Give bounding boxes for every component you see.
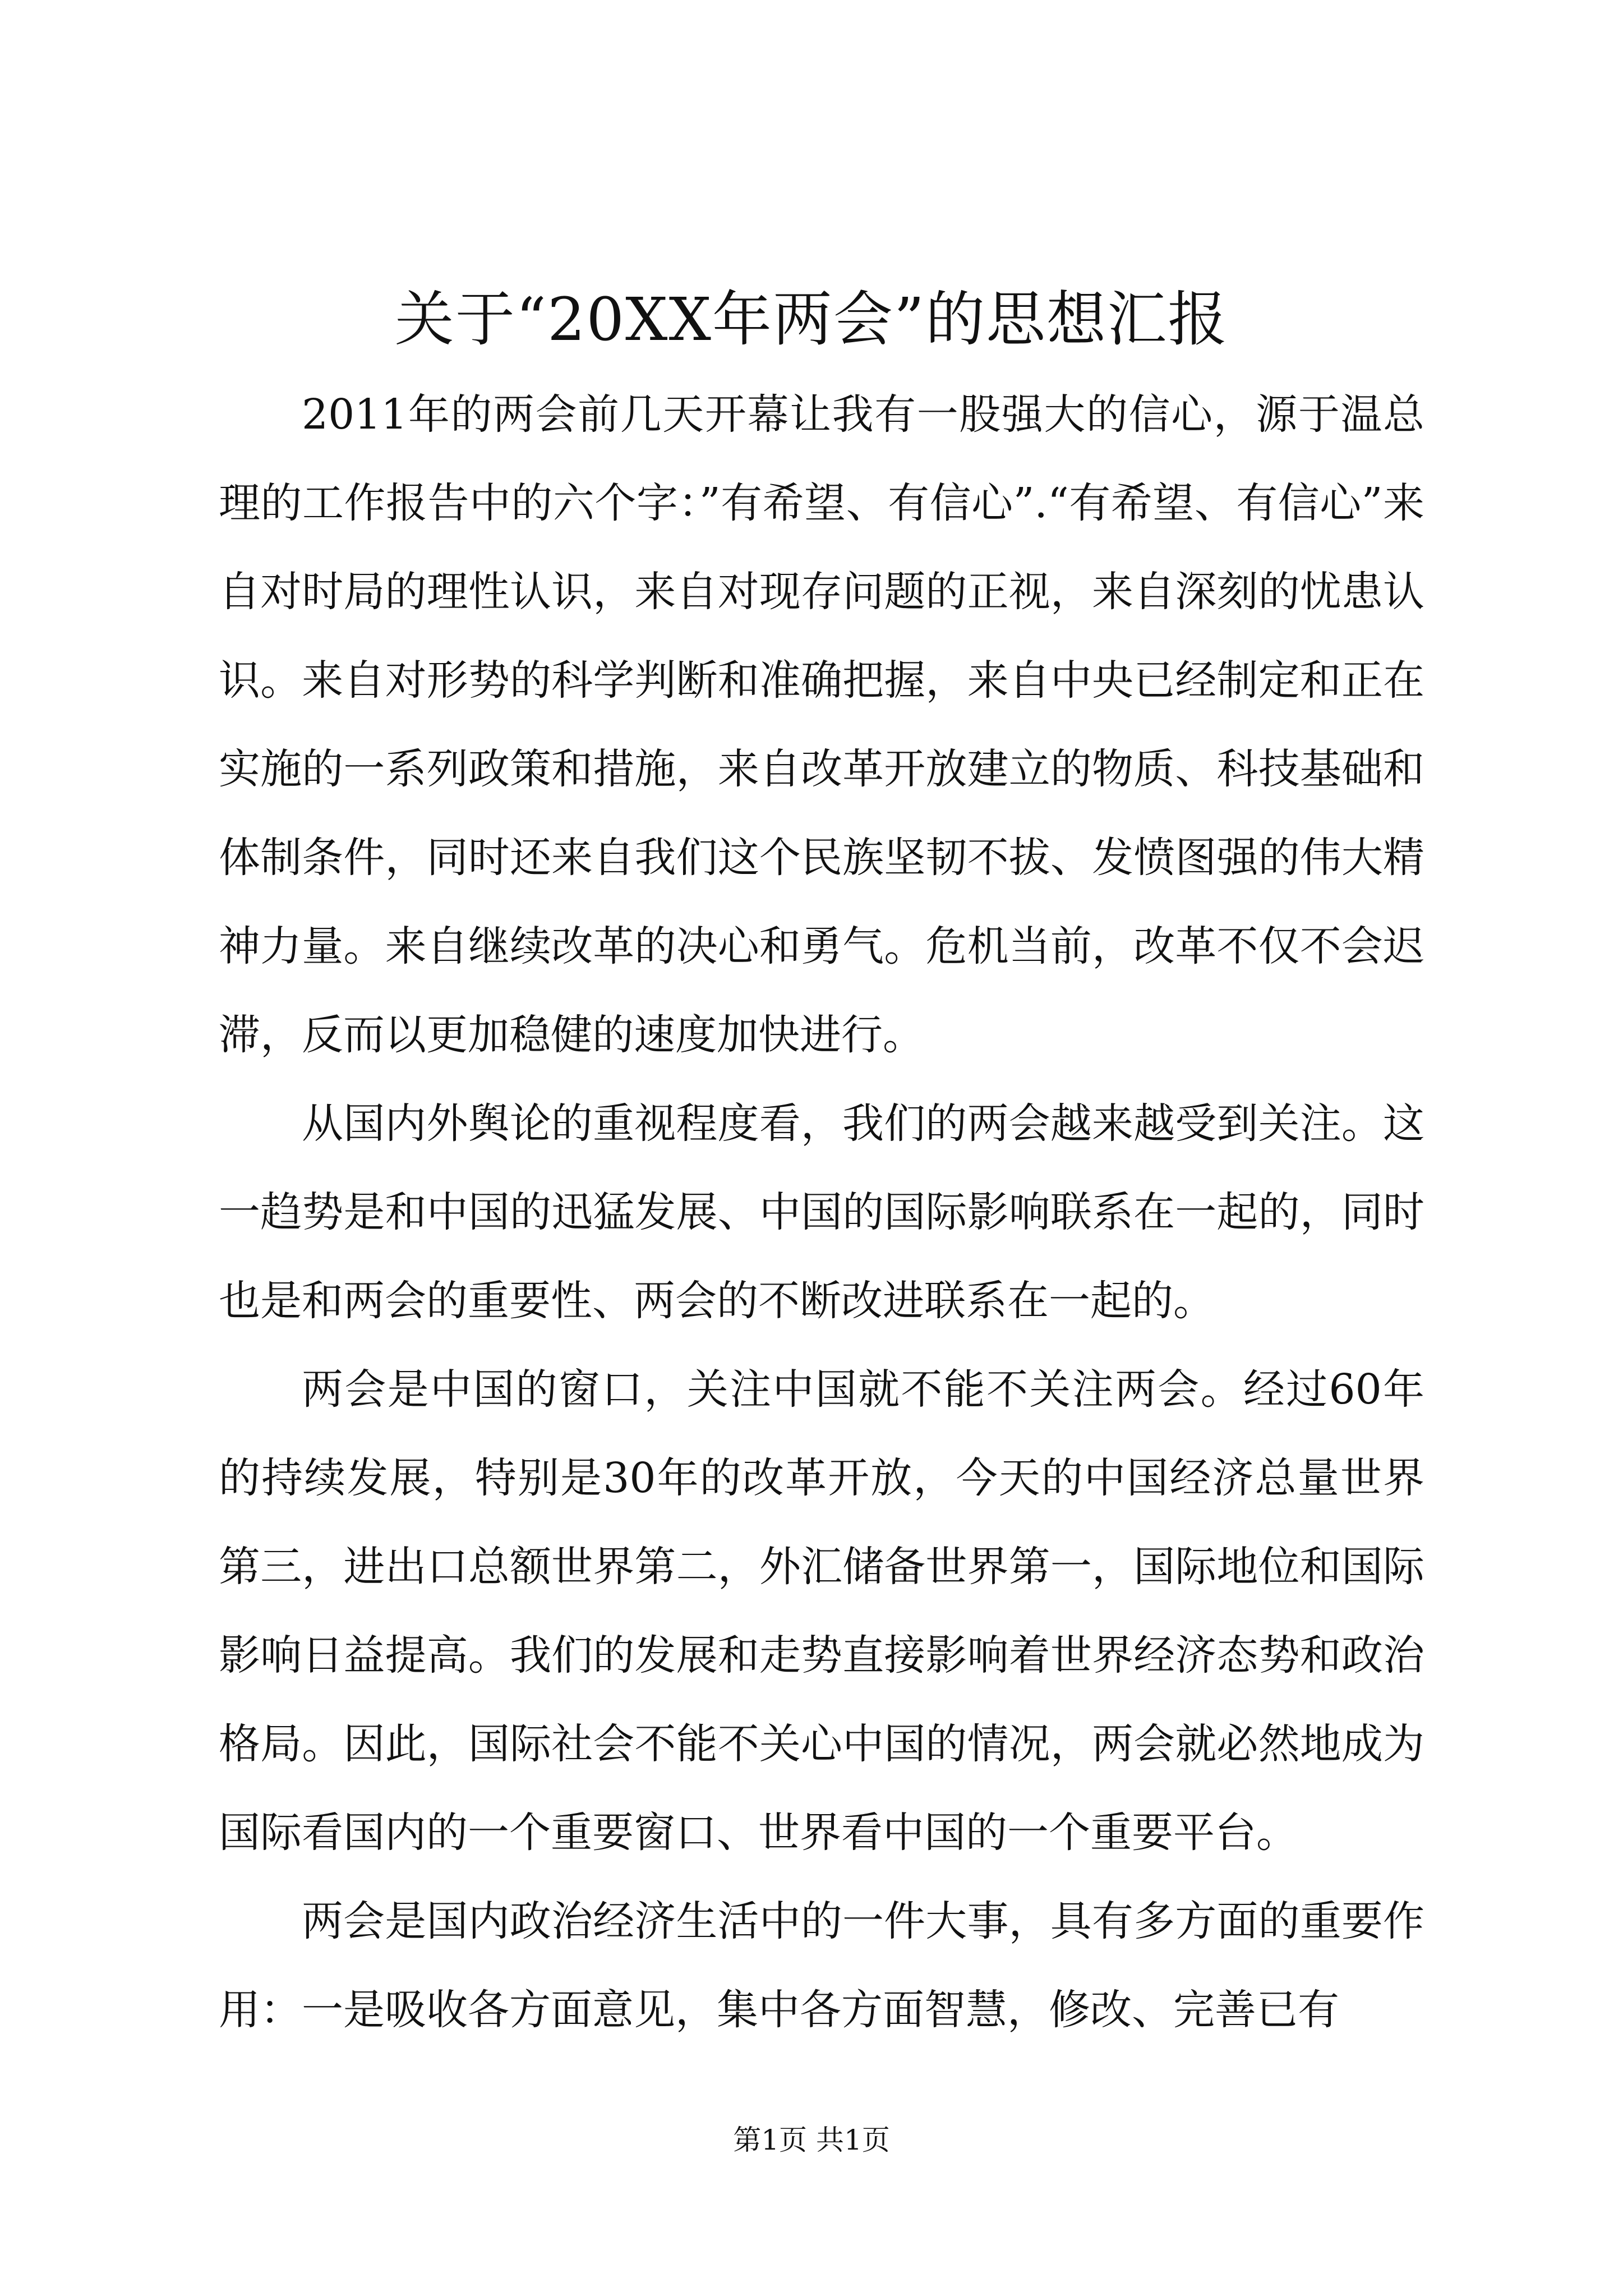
paragraph-1: 2011年的两会前几天开幕让我有一股强大的信心，源于温总理的工作报告中的六个字：”有希望、有信心”.“有希望、有信心”来自对时局的理性认识，来自对现存问题的正视，来自深刻的忧患认识。来自对形势的科学判断和准确把握，来自中央已经制定和正在实施的一系列政策和措施，来自改革开放建立的物质、科技基础和体制条件，同时还来自我们这个民族坚韧不拔、发愤图强的伟大精神力量。来自继续改革的决心和勇气。危机当前，改革不仅不会迟滞，反而以更加稳健的速度加快进行。: [219, 390, 1424, 1059]
document-title: 关于“20XX年两会”的思想汇报: [394, 285, 1229, 354]
paragraph-2: 从国内外舆论的重视程度看，我们的两会越来越受到关注。这一趋势是和中国的迅猛发展、中国的国际影响联系在一起的，同时也是和两会的重要性、两会的不断改进联系在一起的。: [219, 1099, 1424, 1325]
page-number-footer: 第1页 共1页: [733, 2124, 890, 2156]
document-body: [219, 370, 1424, 2054]
paragraph-3: 两会是中国的窗口，关注中国就不能不关注两会。经过60年的持续发展，特别是30年的改革开放，今天的中国经济总量世界第三，进出口总额世界第二，外汇储备世界第一，国际地位和国际影响日益提高。我们的发展和走势直接影响着世界经济态势和政治格局。因此，国际社会不能不关心中国的情况，两会就必然地成为国际看国内的一个重要窗口、世界看中国的一个重要平台。: [219, 1365, 1424, 1857]
paragraph-4: 两会是国内政治经济生活中的一件大事，具有多方面的重要作用：一是吸收各方面意见，集中各方面智慧，修改、完善已有: [219, 1897, 1424, 2034]
